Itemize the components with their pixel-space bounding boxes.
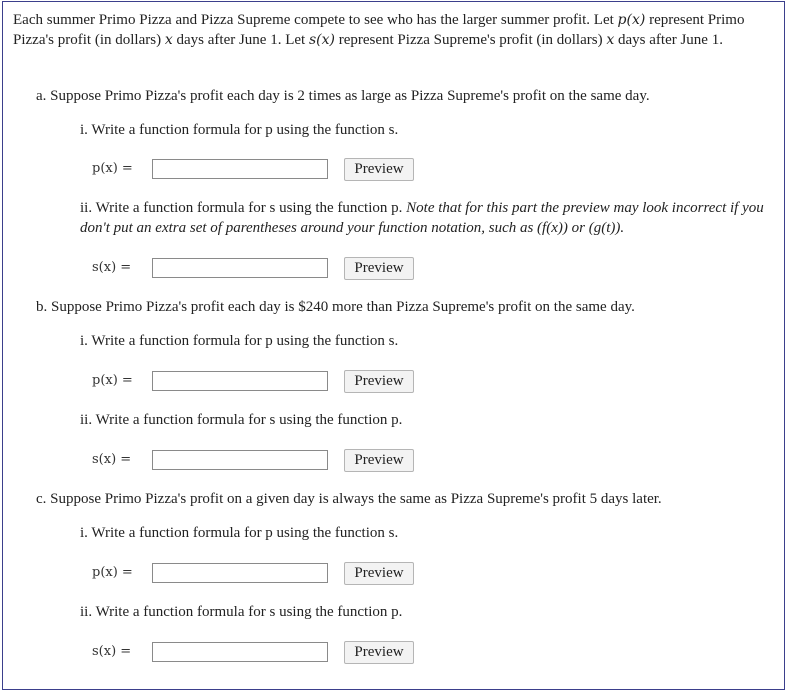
- intro-math-px: p(x): [617, 12, 646, 28]
- intro-math-sx: s(x): [308, 32, 335, 48]
- part-c-i-preview-button[interactable]: Preview: [344, 562, 414, 585]
- part-c-i-instruction: i. Write a function formula for p using the function s.: [80, 525, 399, 541]
- intro-text-5: days after June 1.: [614, 32, 723, 48]
- part-a-ii-instruction: [80, 198, 780, 238]
- part-c-ii-answer-row: [92, 640, 414, 664]
- part-b-ii-answer-row: [92, 448, 414, 472]
- problem-intro: [13, 10, 773, 50]
- intro-text-1: Each summer Primo Pizza and Pizza Supreme compete to see who has the larger summer profit. Let: [13, 12, 618, 28]
- part-a-i-answer-row: [92, 157, 414, 181]
- intro-math-x2: x: [606, 32, 615, 48]
- part-a-i-preview-button[interactable]: Preview: [344, 158, 414, 181]
- part-a-ii-answer-input[interactable]: [152, 258, 328, 278]
- problem-container: [2, 1, 785, 690]
- part-b-i-preview-button[interactable]: Preview: [344, 370, 414, 393]
- part-b-i-instruction: i. Write a function formula for p using the function s.: [80, 333, 399, 349]
- part-b-i-lhs: p(x) =: [92, 373, 133, 388]
- part-b-ii-lhs: s(x) =: [92, 452, 132, 467]
- part-a-ii-main-text: ii. Write a function formula for s using the function p.: [80, 200, 403, 216]
- part-c-i-answer-row: [92, 561, 414, 585]
- part-c-ii-answer-input[interactable]: [152, 642, 328, 662]
- part-a-i-answer-input[interactable]: [152, 159, 328, 179]
- part-c-ii-instruction: ii. Write a function formula for s using the function p.: [80, 604, 403, 620]
- intro-text-3: days after June 1. Let: [172, 32, 309, 48]
- part-b-ii-instruction: ii. Write a function formula for s using the function p.: [80, 412, 403, 428]
- part-c-i-lhs: p(x) =: [92, 565, 133, 580]
- part-b-i-answer-input[interactable]: [152, 371, 328, 391]
- part-a-i-instruction: i. Write a function formula for p using the function s.: [80, 122, 399, 138]
- part-c-ii-lhs: s(x) =: [92, 644, 132, 659]
- intro-text-4: represent Pizza Supreme's profit (in dollars): [334, 32, 607, 48]
- part-a-question: a. Suppose Primo Pizza's profit each day is 2 times as large as Pizza Supreme's profit on the same day.: [36, 88, 650, 104]
- part-b-ii-answer-input[interactable]: [152, 450, 328, 470]
- part-a-ii-answer-row: [92, 256, 414, 280]
- part-b-ii-preview-button[interactable]: Preview: [344, 449, 414, 472]
- part-a-ii-note: Note that for this part the preview may look incorrect if you don't put an extra set of parentheses around your function notation, such as (f(x)) or (g(t)).: [80, 200, 764, 236]
- intro-math-x1: x: [164, 32, 173, 48]
- part-c-ii-preview-button[interactable]: Preview: [344, 641, 414, 664]
- part-a-i-lhs: p(x) =: [92, 161, 133, 176]
- part-b-i-answer-row: [92, 369, 414, 393]
- part-b-question: b. Suppose Primo Pizza's profit each day is $240 more than Pizza Supreme's profit on the same day.: [36, 299, 635, 315]
- part-a-ii-preview-button[interactable]: Preview: [344, 257, 414, 280]
- part-c-i-answer-input[interactable]: [152, 563, 328, 583]
- intro-text-2: represent Primo Pizza's profit (in dollars): [13, 12, 745, 48]
- part-c-question: c. Suppose Primo Pizza's profit on a given day is always the same as Pizza Supreme's profit 5 days later.: [36, 491, 662, 507]
- part-a-ii-lhs: s(x) =: [92, 260, 132, 275]
